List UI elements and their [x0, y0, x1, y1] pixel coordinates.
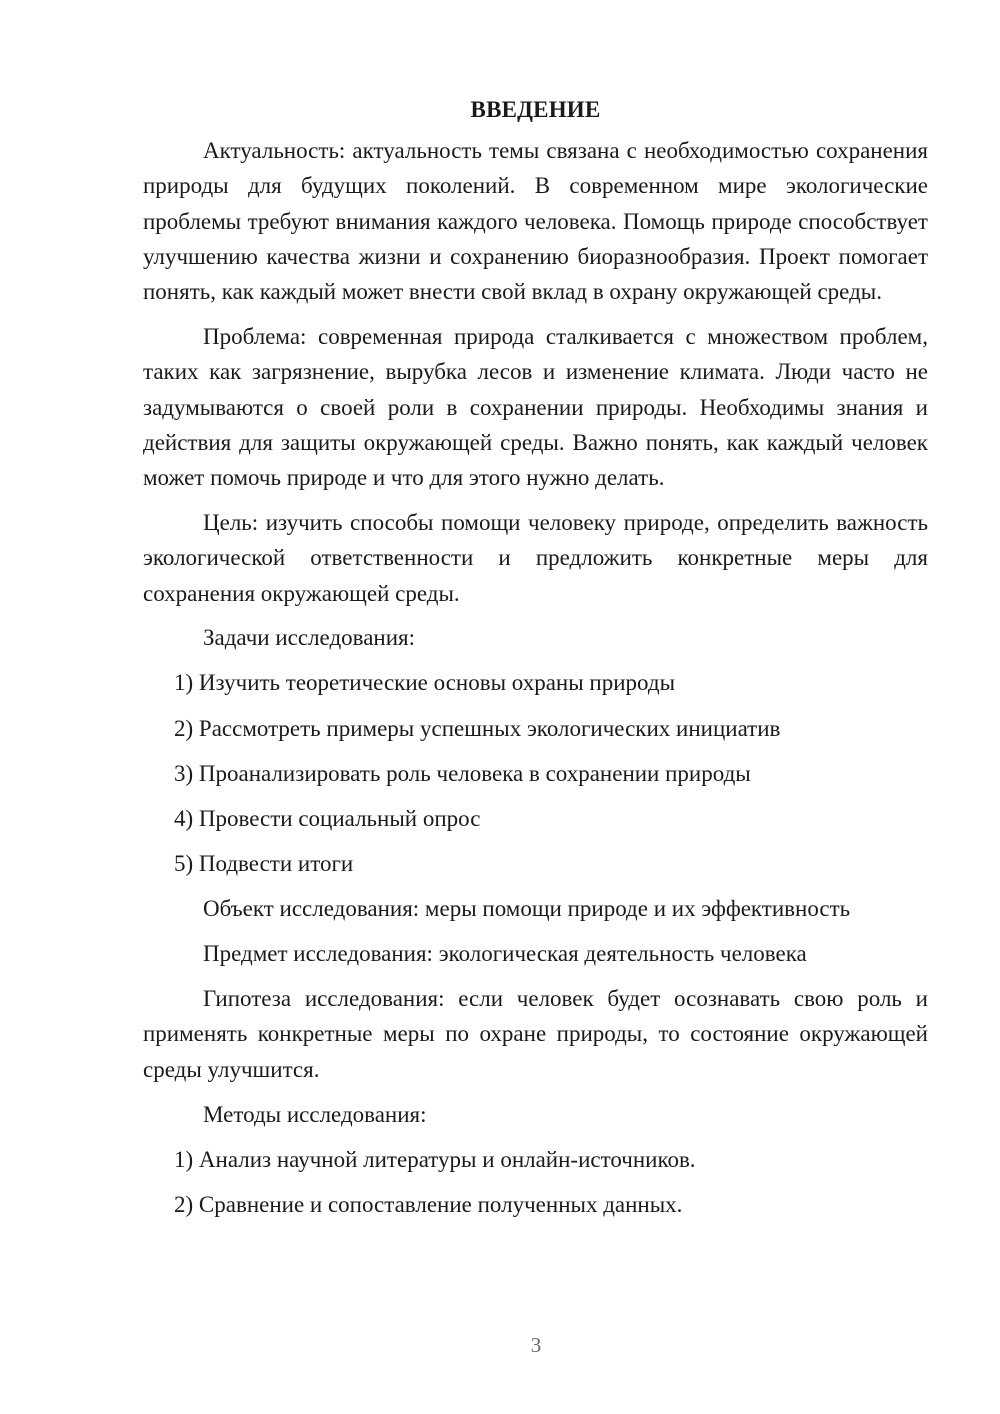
task-item-2: 2) Рассмотреть примеры успешных экологических инициатив [174, 715, 781, 741]
methods-heading: Методы исследования: [203, 1101, 427, 1127]
page-number: 3 [530, 1333, 542, 1357]
relevance-paragraph: Актуальность: актуальность темы связана с необходимостью сохранения природы для будущих поколений. В современном мире экологические проблемы требуют внимания каждого человека. Помощь природе способствует улучшению качества жизни и сохранению биоразнообразия. Проект помогает понять, как каждый может внести свой вклад в охрану окружающей среды. [143, 138, 928, 305]
section-title: ВВЕДЕНИЕ [470, 97, 601, 122]
task-item-1: 1) Изучить теоретические основы охраны природы [174, 670, 676, 696]
task-item-3: 3) Проанализировать роль человека в сохранении природы [174, 760, 751, 786]
method-item-2: 2) Сравнение и сопоставление полученных данных. [174, 1191, 683, 1217]
research-subject: Предмет исследования: экологическая деятельность человека [203, 941, 807, 967]
task-item-4: 4) Провести социальный опрос [174, 805, 481, 831]
problem-paragraph: Проблема: современная природа сталкивается с множеством проблем, таких как загрязнение, вырубка лесов и изменение климата. Люди часто не задумываются о своей роли в сохранении природы. Необходимы знания и действия для защиты окружающей среды. Важно понять, как каждый человек может помочь природе и что для этого нужно делать. [143, 323, 928, 491]
task-item-5: 5) Подвести итоги [174, 850, 354, 876]
hypothesis-paragraph: Гипотеза исследования: если человек будет осознавать свою роль и применять конкретные меры по охране природы, то состояние окружающей среды улучшится. [143, 986, 928, 1082]
tasks-heading: Задачи исследования: [203, 625, 416, 651]
page-content [143, 92, 928, 1232]
research-object: Объект исследования: меры помощи природе и их эффективность [203, 895, 851, 921]
goal-paragraph: Цель: изучить способы помощи человеку природе, определить важность экологической ответственности и предложить конкретные меры для сохранения окружающей среды. [143, 509, 928, 606]
method-item-1: 1) Анализ научной литературы и онлайн-источников. [174, 1146, 696, 1172]
